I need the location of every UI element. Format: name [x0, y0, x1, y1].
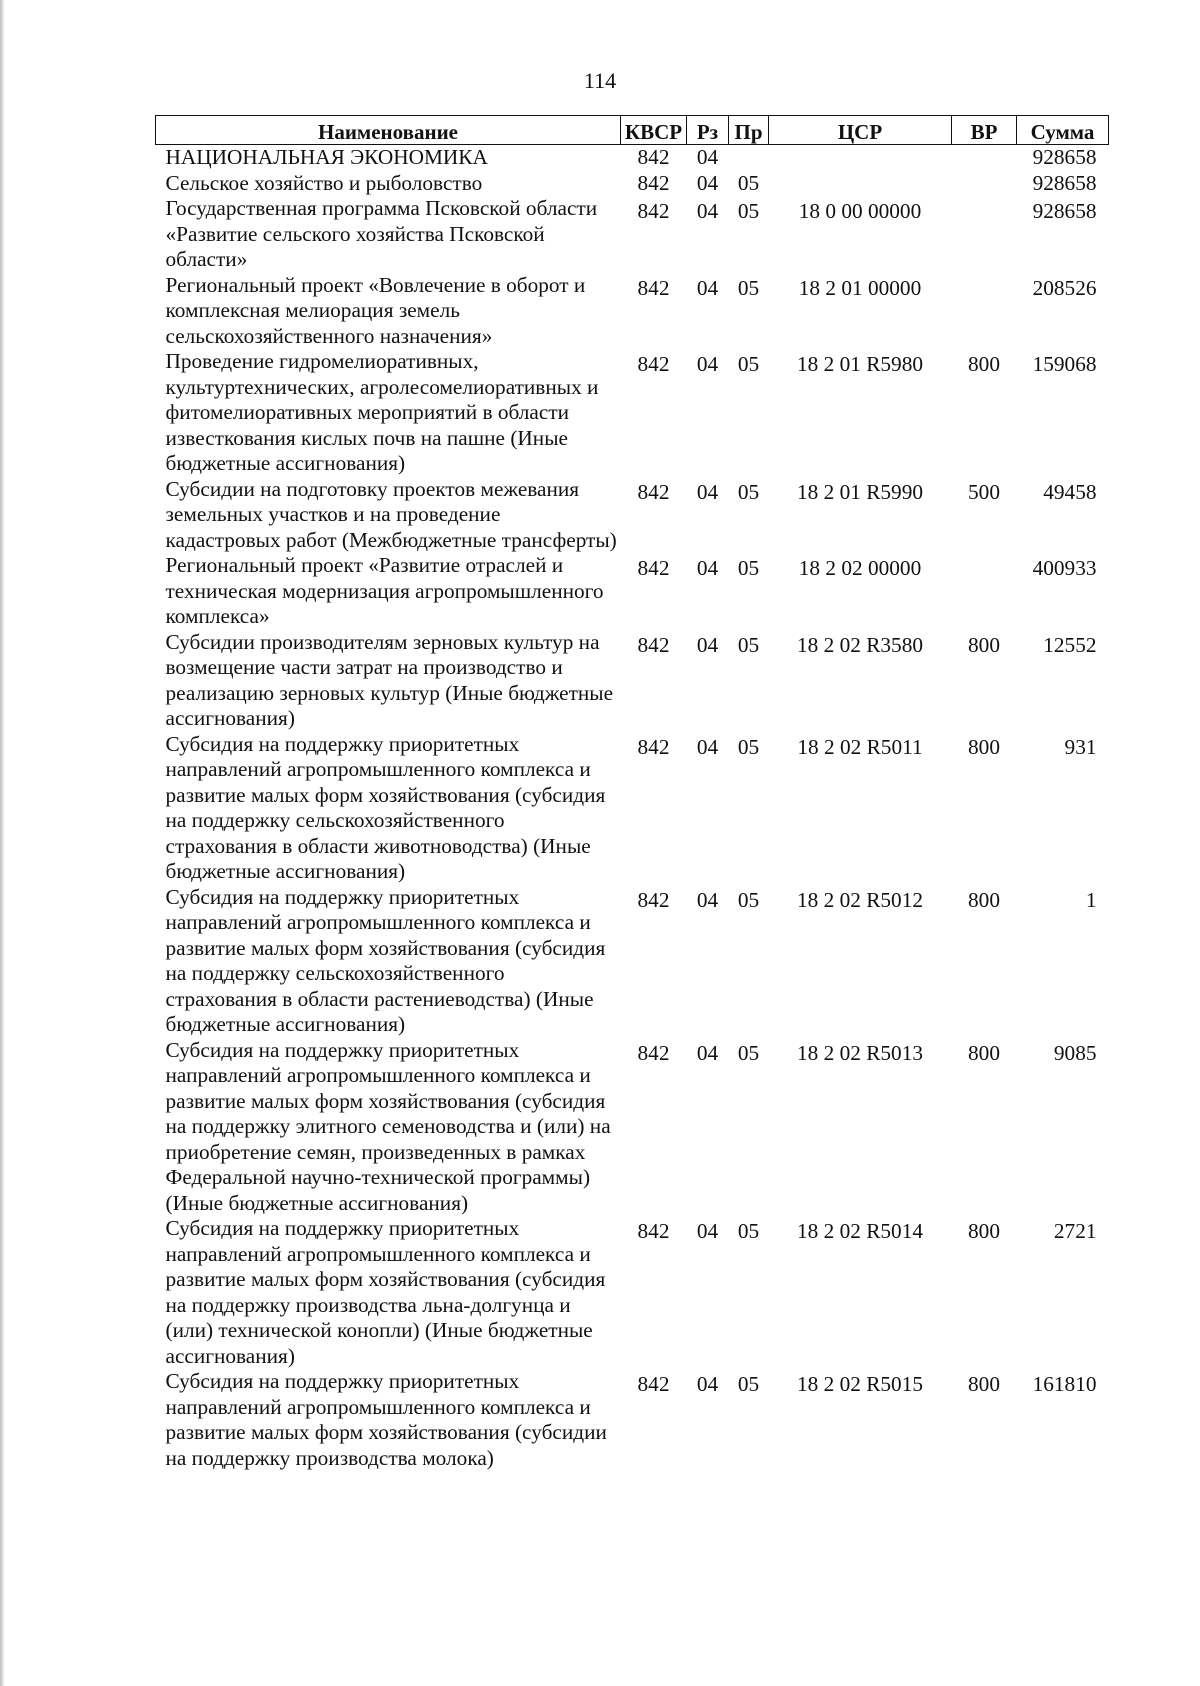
cell-sum: 931	[1064, 734, 1097, 759]
cell-kvsr: 842	[637, 275, 670, 300]
cell-pr: 05	[737, 632, 760, 657]
cell-rz: 04	[696, 1040, 719, 1065]
table-row	[156, 477, 1109, 554]
cell-rz: 04	[696, 170, 719, 195]
table-header	[156, 116, 1109, 145]
cell-csr: 18 0 00 00000	[798, 199, 922, 223]
cell-name: Региональный проект «Вовлечение в оборот и комплексная мелиорация земель сельскохозяйственного назначения»	[165, 272, 586, 348]
cell-kvsr: 842	[637, 352, 670, 376]
cell-vr: 800	[968, 1219, 1000, 1243]
cell-vr: 800	[968, 887, 1000, 912]
table-row	[156, 273, 1109, 350]
cell-vr: 800	[968, 352, 1000, 376]
scan-edge	[0, 0, 5, 1686]
cell-rz: 04	[696, 734, 719, 759]
table-row	[156, 145, 1109, 171]
cell-csr: 18 2 01 00000	[798, 275, 922, 300]
header-vr: ВР	[952, 116, 1017, 145]
table-row	[156, 196, 1109, 273]
cell-name: Субсидия на поддержку приоритетных направлений агропромышленного комплекса и развитие малых форм хозяйствования (субсидия на поддержку элитного семеноводства и (или) на приобретение семян, произведенных в рамках Федеральной научно-технической программы) (Иные бюджетные ассигнования)	[165, 1037, 611, 1215]
cell-sum: 9085	[1053, 1040, 1097, 1065]
header-row	[156, 116, 1109, 145]
cell-kvsr: 842	[637, 145, 670, 169]
cell-name: Проведение гидромелиоративных, культуртехнических, агролесомелиоративных и фитомелиоративных мероприятий в области известкования кислых почв на пашне (Иные бюджетные ассигнования)	[165, 349, 599, 475]
cell-kvsr: 842	[637, 887, 670, 912]
table-row	[156, 171, 1109, 197]
table-row	[156, 1038, 1109, 1217]
cell-rz: 04	[696, 1372, 719, 1396]
header-rz: Рз	[687, 116, 729, 145]
cell-pr: 05	[737, 734, 760, 759]
table-row	[156, 553, 1109, 630]
budget-table	[155, 115, 1109, 1471]
cell-pr: 05	[737, 1219, 760, 1243]
cell-kvsr: 842	[637, 556, 670, 580]
cell-name: Государственная программа Псковской области «Развитие сельского хозяйства Псковской области»	[165, 196, 598, 271]
cell-csr: 18 2 02 R5014	[796, 1219, 923, 1243]
cell-name: Субсидия на поддержку приоритетных направлений агропромышленного комплекса и развитие малых форм хозяйствования (субсидия на поддержку сельскохозяйственного страхования в области животноводства) (Иные бюджетные ассигнования)	[165, 731, 606, 883]
cell-rz: 04	[696, 556, 719, 580]
cell-csr: 18 2 02 00000	[798, 556, 922, 580]
header-csr: ЦСР	[769, 116, 952, 145]
cell-name: Субсидии производителям зерновых культур на возмещение части затрат на производство и реализацию зерновых культур (Иные бюджетные ассигнования)	[165, 629, 614, 730]
cell-sum: 159068	[1032, 352, 1097, 376]
cell-rz: 04	[696, 887, 719, 912]
cell-pr	[729, 145, 769, 171]
table-row	[156, 1369, 1109, 1471]
cell-csr: 18 2 01 R5990	[796, 479, 923, 504]
cell-vr	[952, 553, 1017, 630]
cell-kvsr: 842	[637, 1219, 670, 1243]
cell-pr: 05	[737, 1040, 760, 1065]
cell-sum: 400933	[1032, 556, 1097, 580]
cell-name: Региональный проект «Развитие отраслей и техническая модернизация агропромышленного комплекса»	[165, 553, 604, 628]
table-body	[156, 145, 1109, 1472]
cell-sum: 2721	[1053, 1219, 1097, 1243]
table-row	[156, 630, 1109, 732]
cell-kvsr: 842	[637, 734, 670, 759]
cell-name: НАЦИОНАЛЬНАЯ ЭКОНОМИКА	[165, 145, 488, 169]
cell-vr	[952, 145, 1017, 171]
cell-kvsr: 842	[637, 170, 670, 195]
table-row	[156, 885, 1109, 1038]
cell-sum: 161810	[1032, 1372, 1097, 1396]
cell-rz: 04	[696, 1219, 719, 1243]
cell-name: Субсидия на поддержку приоритетных направлений агропромышленного комплекса и развитие малых форм хозяйствования (субсидия на поддержку производства льна-долгунца и (или) технической конопли) (Иные бюджетные ассигнования)	[165, 1216, 606, 1368]
cell-pr: 05	[737, 199, 760, 223]
header-sum: Сумма	[1017, 116, 1109, 145]
table-row	[156, 732, 1109, 885]
cell-csr	[769, 171, 952, 197]
cell-rz: 04	[696, 632, 719, 657]
cell-name: Субсидии на подготовку проектов межевания земельных участков и на проведение кадастровых работ (Межбюджетные трансферты)	[165, 476, 617, 552]
cell-sum: 928658	[1032, 199, 1097, 223]
header-kvsr: КВСР	[621, 116, 687, 145]
cell-csr: 18 2 01 R5980	[796, 352, 923, 376]
cell-pr: 05	[737, 352, 760, 376]
cell-vr	[952, 273, 1017, 350]
cell-rz: 04	[696, 145, 719, 169]
cell-kvsr: 842	[637, 479, 670, 504]
cell-vr	[952, 196, 1017, 273]
cell-rz: 04	[696, 275, 719, 300]
cell-rz: 04	[696, 479, 719, 504]
cell-name: Субсидия на поддержку приоритетных направлений агропромышленного комплекса и развитие малых форм хозяйствования (субсидия на поддержку сельскохозяйственного страхования в области растениеводства) (Иные бюджетные ассигнования)	[165, 884, 606, 1036]
cell-sum: 208526	[1032, 275, 1097, 300]
cell-vr: 800	[968, 734, 1000, 759]
cell-pr: 05	[737, 170, 760, 195]
cell-rz: 04	[696, 199, 719, 223]
cell-pr: 05	[737, 887, 760, 912]
header-pr: Пр	[729, 116, 769, 145]
cell-name: Субсидия на поддержку приоритетных направлений агропромышленного комплекса и развитие малых форм хозяйствования (субсидии на поддержку производства молока)	[165, 1369, 607, 1470]
cell-sum: 12552	[1043, 632, 1097, 657]
table-row	[156, 349, 1109, 477]
cell-rz: 04	[696, 352, 719, 376]
cell-csr: 18 2 02 R5015	[796, 1372, 923, 1396]
cell-vr: 800	[968, 1372, 1000, 1396]
cell-kvsr: 842	[637, 1372, 670, 1396]
cell-name: Сельское хозяйство и рыболовство	[165, 170, 483, 195]
cell-pr: 05	[737, 275, 760, 300]
cell-sum: 928658	[1032, 170, 1097, 195]
cell-pr: 05	[737, 479, 760, 504]
cell-pr: 05	[737, 556, 760, 580]
cell-vr: 800	[968, 1040, 1000, 1065]
header-name: Наименование	[156, 116, 621, 145]
cell-sum: 49458	[1043, 479, 1097, 504]
cell-csr: 18 2 02 R5011	[797, 734, 923, 759]
cell-csr	[769, 145, 952, 171]
cell-kvsr: 842	[637, 632, 670, 657]
cell-vr: 500	[968, 479, 1000, 504]
cell-csr: 18 2 02 R3580	[796, 632, 923, 657]
cell-sum: 928658	[1032, 145, 1097, 169]
cell-kvsr: 842	[637, 1040, 670, 1065]
cell-csr: 18 2 02 R5013	[796, 1040, 923, 1065]
cell-pr: 05	[737, 1372, 760, 1396]
cell-vr	[952, 171, 1017, 197]
page-number: 114	[583, 68, 617, 93]
cell-kvsr: 842	[637, 199, 670, 223]
cell-csr: 18 2 02 R5012	[796, 887, 923, 912]
table-row	[156, 1216, 1109, 1369]
cell-sum: 1	[1085, 887, 1097, 912]
cell-vr: 800	[968, 632, 1000, 657]
